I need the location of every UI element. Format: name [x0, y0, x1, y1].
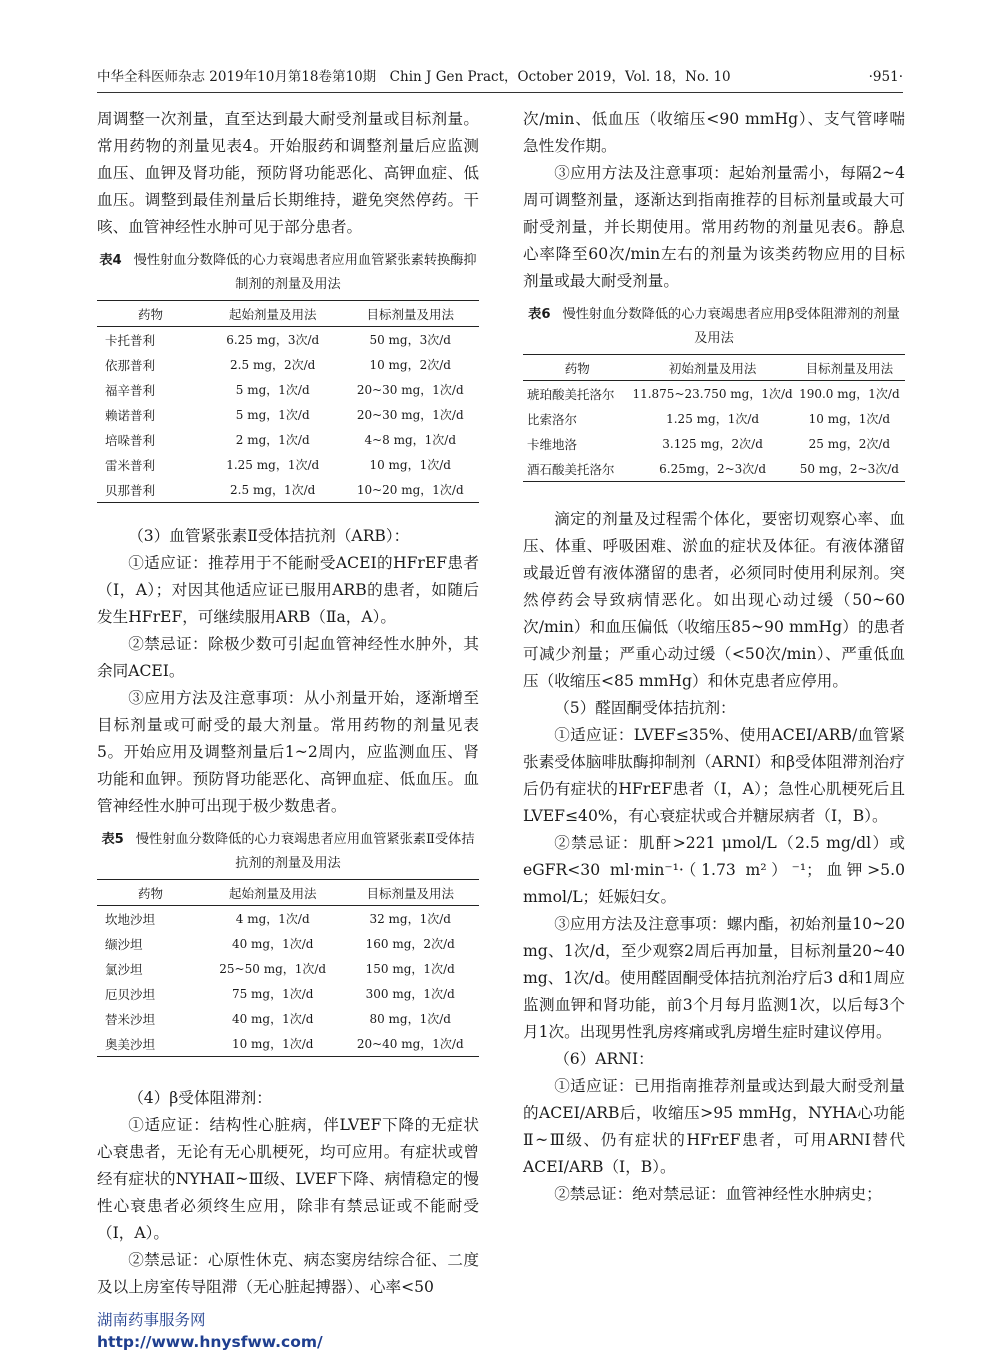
table-cell: 50 mg，3次/d — [369, 333, 451, 347]
table-cell: 20~30 mg，1次/d — [356, 408, 464, 422]
table-row — [97, 452, 479, 477]
watermark-footer — [97, 1309, 323, 1353]
table-cell: 卡托普利 — [105, 332, 156, 348]
paragraph: ①适应证：LVEF≤35%、使用ACEI/ARB/血管紧张素受体脑啡肽酶抑制剂（ARNI）和β受体阻滞剂治疗后仍有症状的HFrEF患者（Ⅰ，A）；急性心肌梗死后且LVEF≤40%，有心衰症状或合并糖尿病者（Ⅰ，B）。 — [523, 726, 905, 825]
paragraph: ③应用方法及注意事项：起始剂量需小，每隔2~4周可调整剂量，逐渐达到指南推荐的目标剂量或最大可耐受剂量，并长期使用。常用药物的剂量见表6。静息心率降至60次/min左右的剂量为该类药物应用的目标剂量或最大耐受剂量。 — [523, 164, 905, 290]
paragraph: ②禁忌证：肌酐>221 μmol/L（2.5 mg/dl）或eGFR<30 ml·min⁻¹·（1.73 m²）⁻¹；血钾>5.0 mmol/L；妊娠妇女。 — [523, 834, 905, 906]
table-cell: 20~30 mg，1次/d — [356, 383, 464, 397]
paragraph: ②禁忌证：心原性休克、病态窦房结综合征、二度及以上房室传导阻滞（无心脏起搏器）、心率<50 — [97, 1251, 479, 1296]
table-cell: 3.125 mg，2次/d — [662, 437, 763, 451]
table-cell: 5 mg，1次/d — [235, 408, 310, 422]
table-cell: 酒石酸美托洛尔 — [527, 461, 615, 477]
table-cell: 75 mg，1次/d — [231, 987, 314, 1001]
table-row — [97, 477, 479, 503]
paragraph: 次/min、低血压（收缩压<90 mmHg）、支气管哮喘急性发作期。 — [523, 110, 905, 155]
table-title: 慢性射血分数降低的心力衰竭患者应用血管紧张素转换酶抑制剂的剂量及用法 — [133, 253, 477, 292]
table-header: 起始剂量及用法 — [204, 301, 342, 327]
table-cell: 25~50 mg，1次/d — [219, 962, 327, 976]
table-cell: 雷米普利 — [105, 457, 156, 473]
table-row — [97, 377, 479, 402]
table-cell: 80 mg，1次/d — [369, 1012, 451, 1026]
table-cell: 300 mg，1次/d — [365, 987, 455, 1001]
left-column — [97, 106, 479, 1301]
table-cell: 2.5 mg，2次/d — [230, 358, 316, 372]
table-cell: 160 mg，2次/d — [365, 937, 455, 951]
table-4 — [97, 300, 479, 503]
table-row — [97, 352, 479, 377]
table-cell: 10 mg，1次/d — [231, 1037, 314, 1051]
paragraph: ①适应证：已用指南推荐剂量或达到最大耐受剂量的ACEI/ARB后，收缩压>95 mmHg，NYHA心功能Ⅱ~Ⅲ级、仍有症状的HFrEF患者，可用ARNI替代ACEI/ARB（Ⅰ，B）。 — [523, 1077, 905, 1176]
paragraph: ①适应证：结构性心脏病，伴LVEF下降的无症状心衰患者，无论有无心肌梗死，均可应用。有症状或曾经有症状的NYHAⅡ~Ⅲ级、LVEF下降、病情稳定的慢性心衰患者必须终生应用，除非有禁忌证或不能耐受（Ⅰ，A）。 — [97, 1116, 479, 1242]
table-cell: 150 mg，1次/d — [365, 962, 455, 976]
table-5-caption — [97, 828, 479, 876]
table-cell: 10 mg，1次/d — [369, 458, 451, 472]
table-5 — [97, 879, 479, 1057]
table-header: 初始剂量及用法 — [631, 355, 793, 381]
table-cell: 1.25 mg，1次/d — [226, 458, 320, 472]
table-row — [97, 1006, 479, 1031]
table-header: 药物 — [523, 355, 631, 381]
table-row — [97, 402, 479, 427]
table-row — [97, 931, 479, 956]
table-title: 慢性射血分数降低的心力衰竭患者应用血管紧张素Ⅱ受体拮抗剂的剂量及用法 — [135, 832, 475, 871]
table-row — [97, 1031, 479, 1057]
table-cell: 赖诺普利 — [105, 407, 156, 423]
table-cell: 6.25mg，2~3次/d — [659, 462, 767, 476]
table-cell: 比索洛尔 — [527, 411, 578, 427]
table-row — [97, 956, 479, 981]
table-header: 起始剂量及用法 — [204, 880, 342, 906]
table-cell: 5 mg，1次/d — [235, 383, 310, 397]
paragraph: ②禁忌证：除极少数可引起血管神经性水肿外，其余同ACEI。 — [97, 635, 479, 680]
table-label: 表6 — [528, 307, 551, 322]
table-6 — [523, 354, 905, 482]
table-title: 慢性射血分数降低的心力衰竭患者应用β受体阻滞剂的剂量及用法 — [562, 307, 900, 346]
table-cell: 奥美沙坦 — [105, 1036, 156, 1052]
table-cell: 1.25 mg，1次/d — [666, 412, 760, 426]
paragraph: ③应用方法及注意事项：螺内酯，初始剂量10~20 mg、1次/d，至少观察2周后再加量，目标剂量20~40 mg、1次/d。使用醛固酮受体拮抗剂治疗后3 d和1周应监测血钾和肾功能，前3个月每月监测1次，以后每3个月1次。出现男性乳房疼痛或乳房增生症时建议停用。 — [523, 915, 905, 1041]
table-label: 表5 — [101, 832, 124, 847]
table-header: 目标剂量及用法 — [341, 301, 479, 327]
table-cell: 190.0 mg，1次/d — [799, 387, 900, 401]
table-header: 药物 — [97, 880, 204, 906]
table-row — [97, 906, 479, 932]
table-row — [97, 327, 479, 353]
site-name: 湖南药事服务网 — [97, 1311, 206, 1329]
table-cell: 厄贝沙坦 — [105, 986, 156, 1002]
paragraph: 周调整一次剂量，直至达到最大耐受剂量或目标剂量。常用药物的剂量见表4。开始服药和调整剂量后应监测血压、血钾及肾功能，预防肾功能恶化、高钾血症、低血压。调整到最佳剂量后长期维持，避免突然停药。干咳、血管神经性水肿可见于部分患者。 — [97, 110, 479, 236]
right-column — [523, 106, 905, 1208]
table-header: 目标剂量及用法 — [794, 355, 905, 381]
table-cell: 福辛普利 — [105, 382, 156, 398]
journal-citation: 中华全科医师杂志 2019年10月第18卷第10期 Chin J Gen Pract，October 2019，Vol. 18，No. 10 — [97, 69, 731, 85]
table-cell: 25 mg，2次/d — [808, 437, 891, 451]
table-cell: 4 mg，1次/d — [235, 912, 310, 926]
section-heading: （6）ARNI： — [554, 1050, 654, 1068]
table-row — [523, 406, 905, 431]
table-row — [97, 427, 479, 452]
table-cell: 32 mg，1次/d — [369, 912, 451, 926]
table-cell: 2 mg，1次/d — [235, 433, 310, 447]
table-label: 表4 — [99, 253, 122, 268]
section-heading: （5）醛固酮受体拮抗剂： — [554, 699, 736, 717]
table-6-caption — [523, 303, 905, 351]
table-cell: 10~20 mg，1次/d — [356, 483, 464, 497]
running-header — [97, 64, 903, 93]
table-cell: 培哚普利 — [105, 432, 156, 448]
table-cell: 依那普利 — [105, 357, 156, 373]
table-cell: 替米沙坦 — [105, 1011, 156, 1027]
table-cell: 20~40 mg，1次/d — [356, 1037, 464, 1051]
table-cell: 11.875~23.750 mg，1次/d — [632, 387, 793, 401]
table-row — [97, 981, 479, 1006]
table-cell: 40 mg，1次/d — [231, 1012, 314, 1026]
table-cell: 缬沙坦 — [105, 936, 143, 952]
table-cell: 6.25 mg，3次/d — [226, 333, 320, 347]
table-cell: 贝那普利 — [105, 482, 156, 498]
paragraph: ②禁忌证：绝对禁忌证：血管神经性水肿病史； — [554, 1185, 882, 1203]
table-row — [523, 381, 905, 407]
table-row — [523, 431, 905, 456]
page-number: ·951· — [868, 69, 903, 85]
section-heading: （3）血管紧张素Ⅱ受体拮抗剂（ARB）： — [128, 527, 410, 545]
table-cell: 4~8 mg，1次/d — [364, 433, 457, 447]
table-header: 药物 — [97, 301, 204, 327]
paragraph: ③应用方法及注意事项：从小剂量开始，逐渐增至目标剂量或可耐受的最大剂量。常用药物的剂量见表5。开始应用及调整剂量后1~2周内，应监测血压、肾功能和血钾。预防肾功能恶化、高钾血症、低血压。血管神经性水肿可出现于极少数患者。 — [97, 689, 479, 815]
table-cell: 10 mg，1次/d — [808, 412, 891, 426]
table-row — [523, 456, 905, 482]
table-cell: 卡维地洛 — [527, 436, 578, 452]
table-cell: 坎地沙坦 — [105, 911, 156, 927]
paragraph: 滴定的剂量及过程需个体化，要密切观察心率、血压、体重、呼吸困难、淤血的症状及体征。有液体潴留或最近曾有液体潴留的患者，必须同时使用利尿剂。突然停药会导致病情恶化。如出现心动过缓（50~60次/min）和血压偏低（收缩压85~90 mmHg）的患者可减少剂量；严重心动过缓（<50次/min）、严重低血压（收缩压<85 mmHg）和休克患者应停用。 — [523, 510, 905, 690]
section-heading: （4）β受体阻滞剂： — [128, 1089, 272, 1107]
table-cell: 10 mg，2次/d — [369, 358, 451, 372]
paragraph: ①适应证：推荐用于不能耐受ACEI的HFrEF患者（Ⅰ，A）；对因其他适应证已服用ARB的患者，如随后发生HFrEF，可继续服用ARB（Ⅱa，A）。 — [97, 554, 479, 626]
table-cell: 40 mg，1次/d — [231, 937, 314, 951]
table-cell: 琥珀酸美托洛尔 — [527, 386, 615, 402]
table-cell: 50 mg，2~3次/d — [799, 462, 899, 476]
table-header: 目标剂量及用法 — [341, 880, 479, 906]
site-url-link[interactable]: http://www.hnysfww.com/ — [97, 1333, 323, 1351]
table-cell: 氯沙坦 — [105, 961, 143, 977]
table-4-caption — [97, 249, 479, 297]
table-cell: 2.5 mg，1次/d — [230, 483, 316, 497]
